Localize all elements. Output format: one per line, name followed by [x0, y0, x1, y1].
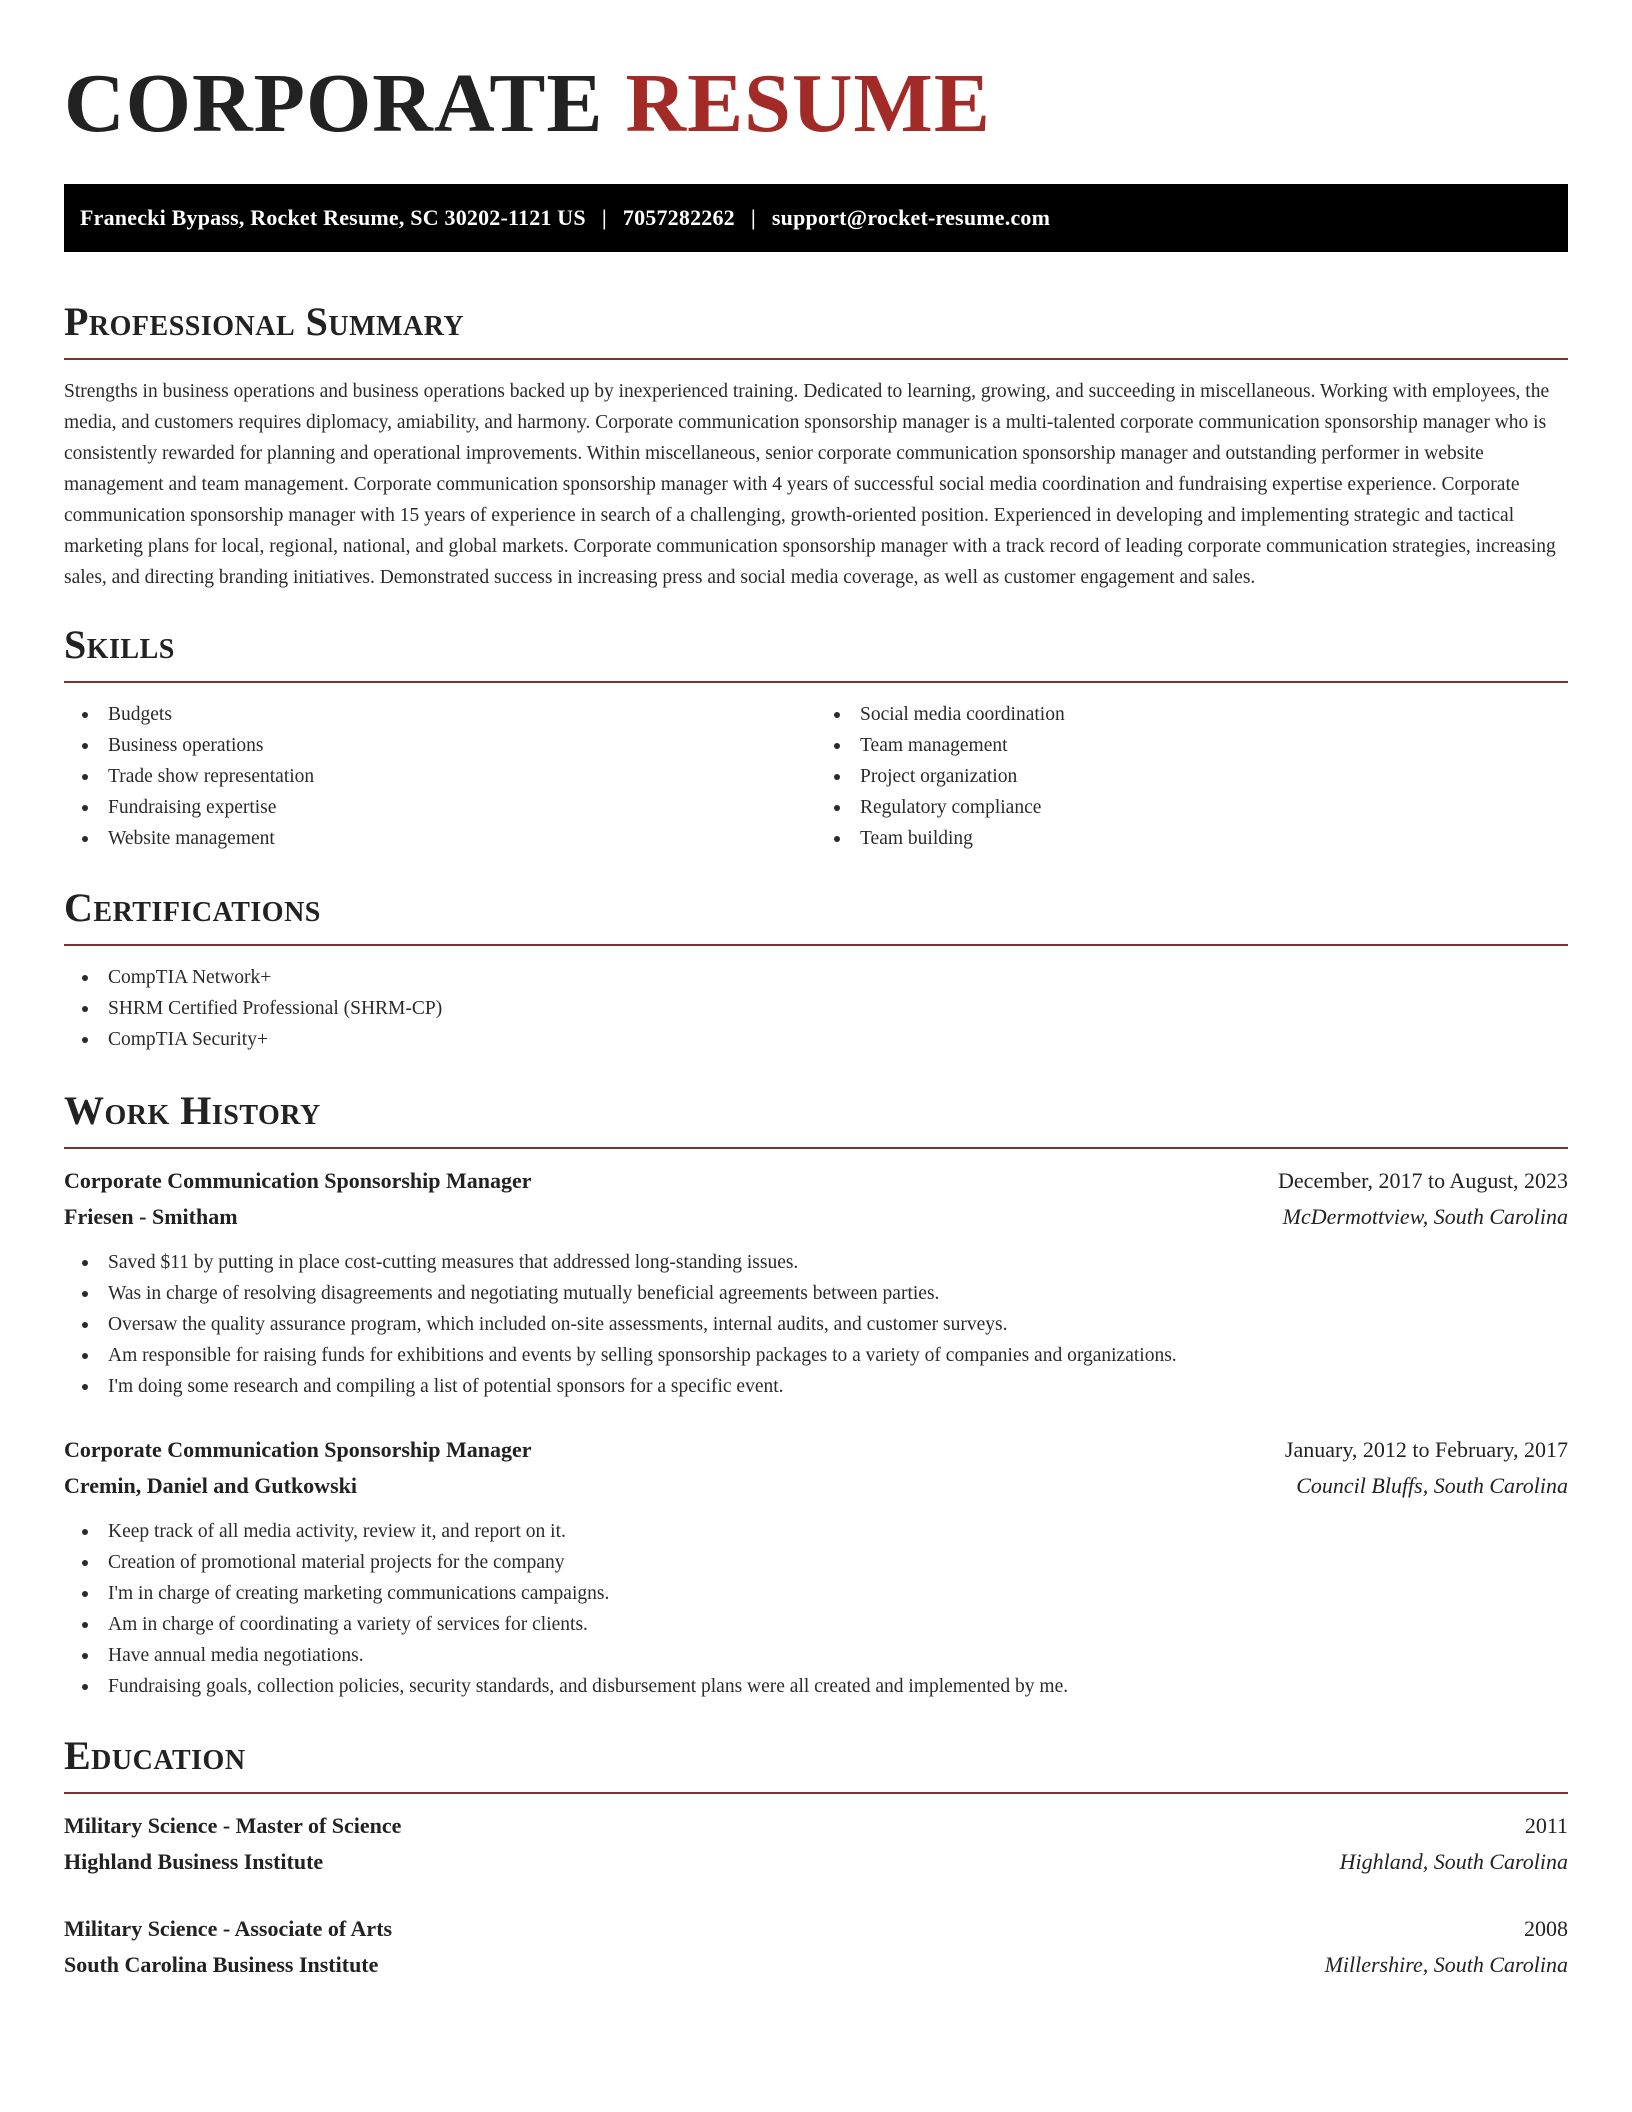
job-company: Friesen - Smitham: [64, 1204, 238, 1229]
job-duty-item: Creation of promotional material projects for the company: [64, 1547, 1568, 1578]
section-divider: [64, 358, 1568, 360]
education-section: [64, 1732, 1568, 1983]
certification-item: CompTIA Security+: [64, 1024, 1568, 1055]
skill-item: Business operations: [64, 730, 816, 761]
job-duty-item: Was in charge of resolving disagreements and negotiating mutually beneficial agreements between parties.: [64, 1278, 1568, 1309]
education-entry: [64, 1911, 1568, 1983]
skill-item: Team building: [816, 823, 1568, 854]
skill-item: Team management: [816, 730, 1568, 761]
job-duties-list: [64, 1247, 1568, 1402]
skill-item: Project organization: [816, 761, 1568, 792]
job-duty-item: I'm in charge of creating marketing communications campaigns.: [64, 1578, 1568, 1609]
summary-section: [64, 298, 1568, 593]
education-location: Millershire, South Carolina: [1324, 1952, 1568, 1977]
section-divider: [64, 681, 1568, 683]
job-duty-item: Fundraising goals, collection policies, security standards, and disbursement plans were all created and implemented by me.: [64, 1671, 1568, 1702]
education-degree: Military Science - Associate of Arts: [64, 1916, 393, 1941]
job-dates: December, 2017 to August, 2023: [1278, 1168, 1568, 1193]
skills-grid: [64, 699, 1568, 854]
job-duty-item: Have annual media negotiations.: [64, 1640, 1568, 1671]
section-divider: [64, 1792, 1568, 1794]
resume-title: [64, 0, 1568, 150]
job-duty-item: I'm doing some research and compiling a list of potential sponsors for a specific event.: [64, 1371, 1568, 1402]
job-duty-item: Keep track of all media activity, review it, and report on it.: [64, 1516, 1568, 1547]
job-subheader-row: [64, 1468, 1568, 1504]
education-subheader-row: [64, 1947, 1568, 1983]
contact-phone: 7057282262: [622, 205, 735, 230]
job-location: McDermottview, South Carolina: [1282, 1204, 1568, 1229]
contact-separator: |: [601, 205, 607, 230]
job-duties-list: [64, 1516, 1568, 1702]
job-subheader-row: [64, 1199, 1568, 1235]
certification-item: SHRM Certified Professional (SHRM-CP): [64, 993, 1568, 1024]
education-school: South Carolina Business Institute: [64, 1952, 379, 1977]
education-header-row: [64, 1911, 1568, 1947]
section-title-work-history: Work History: [64, 1088, 321, 1133]
job-duty-item: Am responsible for raising funds for exhibitions and events by selling sponsorship packages to a variety of companies and organizations.: [64, 1340, 1568, 1371]
contact-address: Franecki Bypass, Rocket Resume, SC 30202-1121 US: [80, 205, 586, 230]
job-position: Corporate Communication Sponsorship Manager: [64, 1168, 532, 1193]
certifications-section: [64, 884, 1568, 1055]
summary-text: Strengths in business operations and business operations backed up by inexperienced training. Dedicated to learning, growing, and succeeding in miscellaneous. Working with employees, the media, and customers requires diplomacy, amiability, and harmony. Corporate communication sponsorship manager is a multi-talented corporate communication sponsorship manager who is consistently rewarded for planning and operational improvements. Within miscellaneous, senior corporate communication sponsorship manager and outstanding performer in website management and team management. Corporate communication sponsorship manager with 4 years of successful social media coordination and fundraising expertise experience. Corporate communication sponsorship manager with 15 years of experience in search of a challenging, growth-oriented position. Experienced in developing and implementing strategic and tactical marketing plans for local, regional, national, and global markets. Corporate communication sponsorship manager with a track record of leading corporate communication strategies, increasing sales, and directing branding initiatives. Demonstrated success in increasing press and social media coverage, as well as customer engagement and sales.: [64, 381, 1556, 588]
job-entry: [64, 1432, 1568, 1702]
section-title-certifications: Certifications: [64, 885, 321, 930]
skills-section: [64, 621, 1568, 854]
job-duty-item: Saved $11 by putting in place cost-cutting measures that addressed long-standing issues.: [64, 1247, 1568, 1278]
certifications-list: [64, 962, 1568, 1055]
skill-item: Trade show representation: [64, 761, 816, 792]
skill-item: Budgets: [64, 699, 816, 730]
section-title-summary: Professional Summary: [64, 299, 465, 344]
section-title-skills: Skills: [64, 622, 175, 667]
job-location: Council Bluffs, South Carolina: [1296, 1473, 1568, 1498]
education-school: Highland Business Institute: [64, 1849, 324, 1874]
education-entry: [64, 1808, 1568, 1880]
contact-email: support@rocket-resume.com: [771, 205, 1051, 230]
skills-list-left: [64, 699, 816, 854]
education-subheader-row: [64, 1844, 1568, 1880]
skill-item: Regulatory compliance: [816, 792, 1568, 823]
job-duty-item: Oversaw the quality assurance program, which included on-site assessments, internal audits, and customer surveys.: [64, 1309, 1568, 1340]
job-position: Corporate Communication Sponsorship Manager: [64, 1437, 532, 1462]
skill-item: Fundraising expertise: [64, 792, 816, 823]
skill-item: Website management: [64, 823, 816, 854]
job-company: Cremin, Daniel and Gutkowski: [64, 1473, 357, 1498]
contact-bar: [64, 184, 1568, 252]
education-header-row: [64, 1808, 1568, 1844]
education-year: 2008: [1524, 1916, 1568, 1941]
section-divider: [64, 944, 1568, 946]
job-entry: [64, 1163, 1568, 1402]
section-title-education: Education: [64, 1733, 246, 1778]
contact-separator: |: [750, 205, 756, 230]
education-location: Highland, South Carolina: [1339, 1849, 1568, 1874]
job-duty-item: Am in charge of coordinating a variety of services for clients.: [64, 1609, 1568, 1640]
job-dates: January, 2012 to February, 2017: [1284, 1437, 1568, 1462]
title-first-word: CORPORATE: [64, 57, 604, 150]
education-year: 2011: [1524, 1813, 1568, 1838]
work-history-section: [64, 1087, 1568, 1702]
education-degree: Military Science - Master of Science: [64, 1813, 402, 1838]
title-second-word: RESUME: [625, 57, 991, 150]
section-divider: [64, 1147, 1568, 1149]
skills-list-right: [816, 699, 1568, 854]
certification-item: CompTIA Network+: [64, 962, 1568, 993]
job-header-row: [64, 1432, 1568, 1468]
job-header-row: [64, 1163, 1568, 1199]
skill-item: Social media coordination: [816, 699, 1568, 730]
